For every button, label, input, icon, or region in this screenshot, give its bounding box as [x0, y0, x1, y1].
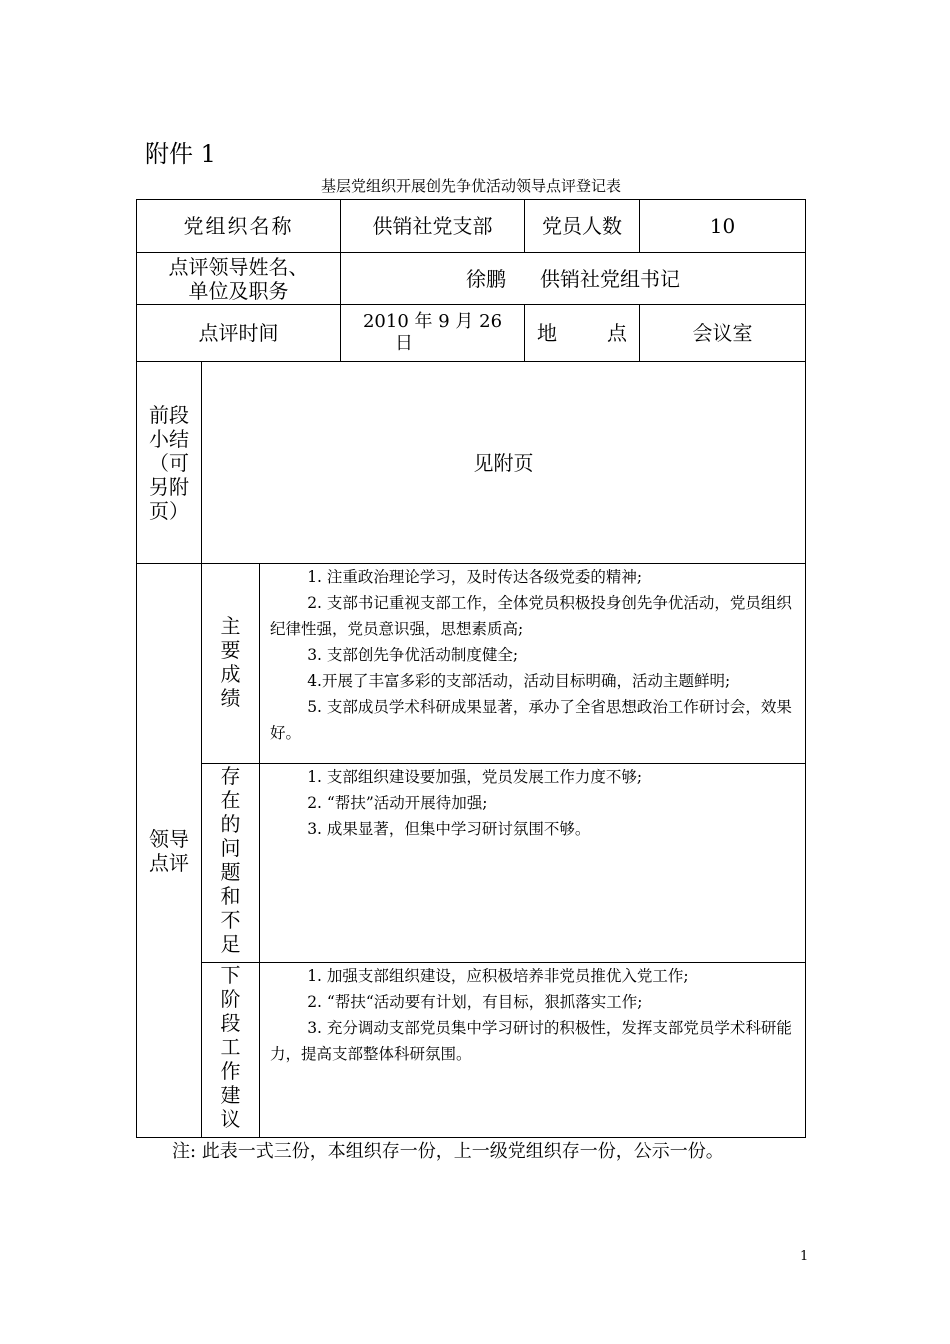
achievements-content: [260, 564, 806, 764]
suggestions-label-char: 下: [220, 963, 241, 987]
suggestions-label: [202, 963, 260, 1138]
row-leader: [137, 253, 806, 305]
summary-label-line: 另附: [149, 474, 189, 499]
review-time-label: 点评时间: [137, 305, 341, 362]
review-label-line: 领导: [149, 826, 189, 851]
leader-label: [137, 253, 341, 305]
achievement-item: 1. 注重政治理论学习，及时传达各级党委的精神;: [307, 568, 643, 586]
achievement-item: 5. 支部成员学术科研成果显著，承办了全省思想政治工作研讨会，效果好。: [270, 698, 792, 742]
review-time-value: [341, 305, 525, 362]
review-label-line: 点评: [149, 850, 189, 875]
achievements-label-char: 绩: [220, 686, 241, 710]
problems-label-char: 和: [220, 884, 241, 908]
suggestions-label-char: 工: [220, 1035, 241, 1059]
summary-label-line: 小结: [149, 426, 189, 451]
achievement-item: 2. 支部书记重视支部工作，全体党员积极投身创先争优活动，党员组织纪律性强，党员意识强，思想素质高;: [270, 594, 792, 638]
problems-label-char: 不: [220, 908, 241, 932]
review-time-line2: 日: [395, 333, 413, 354]
review-label: [137, 564, 202, 1138]
org-name-value: 供销社党支部: [341, 200, 525, 253]
problems-label: [202, 764, 260, 963]
member-count-value: 10: [640, 200, 806, 253]
problem-item: 2. “帮扶”活动开展待加强;: [307, 794, 488, 812]
suggestions-label-char: 议: [220, 1107, 241, 1131]
achievements-label-char: 主: [220, 614, 241, 638]
summary-value: 见附页: [202, 362, 806, 564]
row-achievements: [137, 564, 806, 764]
suggestions-label-char: 建: [220, 1083, 241, 1107]
location-label: [525, 305, 640, 362]
problems-label-char: 在: [220, 788, 241, 812]
row-suggestions: [137, 963, 806, 1138]
footnote: 注: 此表一式三份，本组织存一份，上一级党组织存一份，公示一份。: [172, 1141, 724, 1162]
problems-label-char: 足: [220, 932, 241, 956]
problems-label-char: 问: [220, 836, 241, 860]
row-org-name: [137, 200, 806, 253]
achievement-item: 3. 支部创先争优活动制度健全;: [307, 646, 519, 664]
suggestion-item: 3. 充分调动支部党员集中学习研讨的积极性，发挥支部党员学术科研能力，提高支部整体科研氛围。: [270, 1019, 792, 1063]
suggestions-label-char: 阶: [220, 987, 241, 1011]
page-number: 1: [800, 1249, 809, 1264]
location-value: 会议室: [640, 305, 806, 362]
leader-name: 徐鹏: [466, 266, 506, 291]
review-time-line1: 2010 年 9 月 26: [362, 311, 503, 332]
row-problems: [137, 764, 806, 963]
achievements-label-char: 成: [220, 662, 241, 686]
problems-content: [260, 764, 806, 963]
suggestions-label-char: 段: [220, 1011, 241, 1035]
row-summary: [137, 362, 806, 564]
suggestion-item: 2. “帮扶“活动要有计划，有目标，狠抓落实工作;: [307, 993, 643, 1011]
suggestions-content: [260, 963, 806, 1138]
achievement-item: 4.开展了丰富多彩的支部活动，活动目标明确，活动主题鲜明;: [307, 672, 731, 690]
leader-label-line1: 点评领导姓名、: [168, 254, 309, 279]
problems-label-char: 存: [220, 764, 241, 788]
row-time-location: [137, 305, 806, 362]
problems-label-char: 题: [220, 860, 241, 884]
location-label-b: 点: [607, 321, 627, 345]
summary-label-line: 前段: [149, 402, 189, 427]
problem-item: 1. 支部组织建设要加强，党员发展工作力度不够;: [307, 768, 643, 786]
problem-item: 3. 成果显著，但集中学习研讨氛围不够。: [307, 820, 591, 838]
summary-label: [137, 362, 202, 564]
leader-label-line2: 单位及职务: [188, 278, 289, 303]
leader-value: [341, 253, 806, 305]
location-label-a: 地: [537, 321, 557, 345]
member-count-label: 党员人数: [525, 200, 640, 253]
registration-form-table: [136, 199, 806, 1138]
summary-label-line: （可: [149, 450, 189, 475]
org-name-label: 党组织名称: [137, 200, 341, 253]
achievements-label-char: 要: [220, 638, 241, 662]
suggestion-item: 1. 加强支部组织建设，应积极培养非党员推优入党工作;: [307, 967, 689, 985]
summary-label-line: 页）: [149, 498, 189, 523]
attachment-label: 附件 1: [145, 140, 216, 168]
form-title: 基层党组织开展创先争优活动领导点评登记表: [320, 177, 621, 195]
achievements-label: [202, 564, 260, 764]
leader-title: 供销社党组书记: [540, 266, 680, 291]
problems-label-char: 的: [220, 812, 241, 836]
suggestions-label-char: 作: [220, 1059, 241, 1083]
